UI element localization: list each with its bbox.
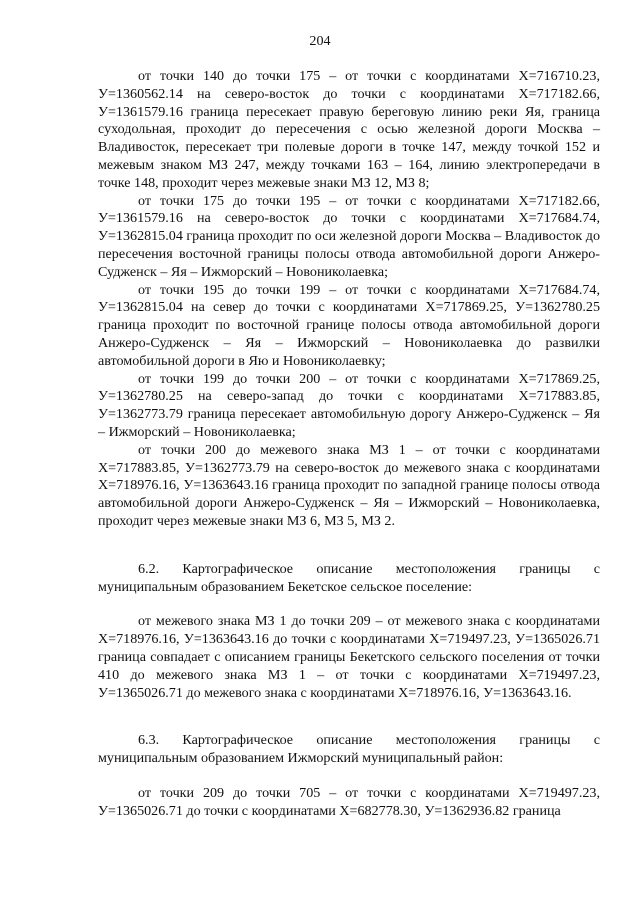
paragraph-195-199: от точки 195 до точки 199 – от точки с координатами Х=717684.74, У=1362815.04 на север до точки с координатами Х=717869.25, У=1362780.25 граница проходит по восточной границе полосы отвода автомобильной дороги Анжеро-Судженск – Яя – Ижморский – Новониколаевка до развилки автомобильной дороги в Яю и Новониколаевку;: [98, 281, 600, 369]
spacer: [98, 702, 600, 732]
paragraph-199-200: от точки 199 до точки 200 – от точки с координатами Х=717869.25, У=1362780.25 на северо-запад до точки с координатами Х=717883.85, У=1362773.79 граница пересекает автомобильную дорогу Анжеро-Судженск – Яя – Ижморский – Новониколаевка;: [98, 370, 600, 440]
spacer: [98, 531, 600, 561]
spacer: [98, 768, 600, 785]
section-6-3-text: от точки 209 до точки 705 – от точки с координатами Х=719497.23, У=1365026.71 до точки с координатами Х=682778.30, У=1362936.82 граница: [98, 784, 600, 819]
spacer: [98, 596, 600, 613]
paragraph-175-195: от точки 175 до точки 195 – от точки с координатами Х=717182.66, У=1361579.16 на северо-восток до точки с координатами Х=717684.74, У=1362815.04 граница проходит по оси железной дороги Москва – Владивосток до пересечения восточной границы полосы отвода автомобильной дороги Анжеро-Судженск – Яя – Ижморский – Новониколаевка;: [98, 192, 600, 280]
document-body: [98, 68, 600, 820]
section-6-2-heading: 6.2. Картографическое описание местоположения границы с муниципальным образованием Бекетское сельское поселение:: [98, 560, 600, 595]
page-number: 204: [309, 33, 331, 49]
paragraph-140-175: от точки 140 до точки 175 – от точки с координатами Х=716710.23, У=1360562.14 на северо-восток до точки с координатами Х=717182.66, У=1361579.16 граница пересекает правую береговую линию реки Яя, граница суходольная, проходит до пересечения с осью железной дороги Москва – Владивосток, пересекает три полевые дороги в точке 147, между точкой 152 и межевым знаком МЗ 247, между точками 163 – 164, линию электропередачи в точке 148, проходит через межевые знаки МЗ 12, МЗ 8;: [98, 68, 600, 191]
section-6-3-heading: 6.3. Картографическое описание местоположения границы с муниципальным образованием Ижморский муниципальный район:: [98, 732, 600, 767]
paragraph-200-mz1: от точки 200 до межевого знака МЗ 1 – от точки с координатами Х=717883.85, У=1362773.79 на северо-восток до межевого знака с координатами Х=718976.16, У=1363643.16 граница проходит по западной границе полосы отвода автомобильной дороги Анжеро-Судженск – Яя – Ижморский – Новониколаевка, проходит через межевые знаки МЗ 6, МЗ 5, МЗ 2.: [98, 441, 600, 529]
section-6-2-text: от межевого знака МЗ 1 до точки 209 – от межевого знака с координатами Х=718976.16, У=1363643.16 до точки с координатами Х=719497.23, У=1365026.71 граница совпадает с описанием границы Бекетского сельского поселения от точки 410 до межевого знака МЗ 1 – от точки с координатами Х=719497.23, У=1365026.71 до межевого знака с координатами Х=718976.16, У=1363643.16.: [98, 613, 600, 701]
